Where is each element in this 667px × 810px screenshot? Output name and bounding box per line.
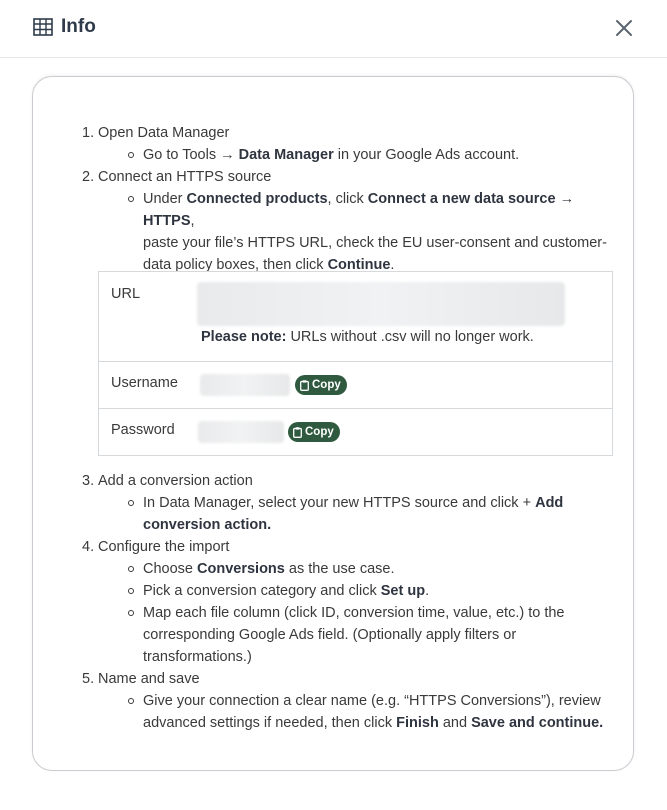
step-number: 3. <box>82 473 95 489</box>
step-title: Add a conversion action <box>98 473 253 489</box>
clipboard-icon <box>300 380 309 391</box>
url-label: URL <box>111 286 141 302</box>
password-value[interactable] <box>198 421 284 443</box>
url-note: Please note: URLs without .csv will no longer work. <box>201 329 534 345</box>
username-value[interactable] <box>200 374 290 396</box>
step-2 <box>82 166 622 276</box>
list-item: Choose Conversions as the use case. <box>82 558 622 580</box>
step-1 <box>82 122 622 166</box>
instructions-part-1 <box>82 122 622 276</box>
step-title: Configure the import <box>98 539 230 555</box>
step-number: 2. <box>82 169 95 185</box>
step-number: 5. <box>82 671 95 687</box>
url-row <box>99 272 612 362</box>
list-item: Pick a conversion category and click Set up. <box>82 580 622 602</box>
clipboard-icon <box>293 427 302 438</box>
step-title: Open Data Manager <box>98 125 230 141</box>
password-row <box>99 409 612 456</box>
copy-password-button[interactable]: Copy <box>288 422 340 442</box>
table-icon <box>33 18 53 36</box>
step-number: 1. <box>82 125 95 141</box>
step-4 <box>82 536 622 668</box>
password-label: Password <box>111 422 175 438</box>
step-3 <box>82 470 622 536</box>
credentials-table <box>98 271 613 456</box>
username-label: Username <box>111 375 178 391</box>
step-5 <box>82 668 622 734</box>
dialog-title: Info <box>61 16 96 37</box>
list-item: Map each file column (click ID, conversion time, value, etc.) to the corresponding Google Ads field. (Optionally apply filters or transformations.) <box>82 602 622 668</box>
instructions-part-2 <box>82 470 622 734</box>
dialog-header <box>0 0 667 58</box>
step-title: Connect an HTTPS source <box>98 169 272 185</box>
step-number: 4. <box>82 539 95 555</box>
username-row <box>99 362 612 409</box>
copy-username-button[interactable]: Copy <box>295 375 347 395</box>
close-icon[interactable] <box>611 15 637 41</box>
list-item: Under Connected products, click Connect a new data source → HTTPS, paste your file’s HTTPS URL, check the EU user-consent and customer- data policy boxes, then click Continue. <box>82 188 622 276</box>
list-item: In Data Manager, select your new HTTPS source and click + Add conversion action. <box>82 492 622 536</box>
list-item: Give your connection a clear name (e.g. “HTTPS Conversions”), review advanced settings if needed, then click Finish and Save and continue. <box>82 690 622 734</box>
list-item: Go to Tools → Data Manager in your Google Ads account. <box>82 144 622 166</box>
url-value[interactable] <box>197 282 565 326</box>
step-title: Name and save <box>98 671 200 687</box>
